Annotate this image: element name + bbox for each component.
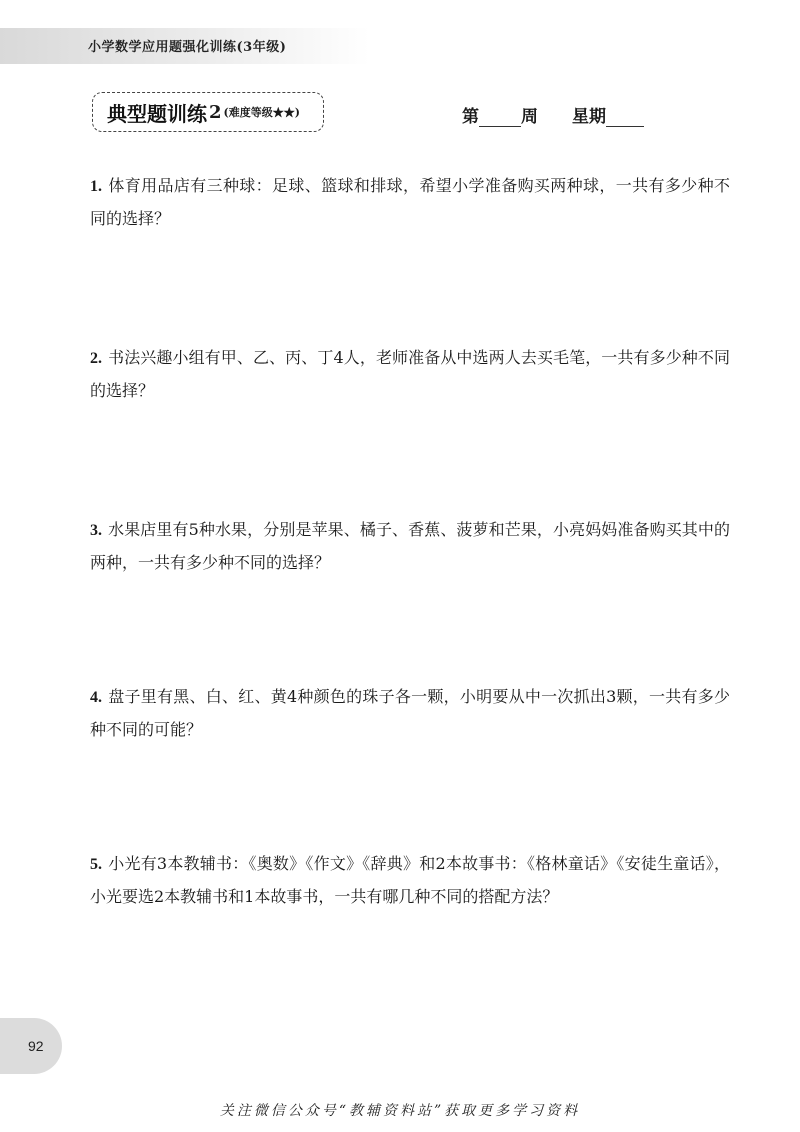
section-title: 典型题训练 xyxy=(107,101,207,126)
book-title: 小学数学应用题强化训练(3年级) xyxy=(88,40,287,55)
section-number: 2 xyxy=(209,101,222,123)
question-number: 4. xyxy=(90,689,102,706)
question-number: 5. xyxy=(90,856,102,873)
question-number: 3. xyxy=(90,522,102,539)
page-number: 92 xyxy=(28,1038,44,1054)
footer-note: 关注微信公众号“教辅资料站”获取更多学习资料 xyxy=(219,1103,581,1119)
question-5 xyxy=(90,848,730,913)
week-day-line xyxy=(462,102,644,127)
question-text: 水果店里有5种水果，分别是苹果、橘子、香蕉、菠萝和芒果，小亮妈妈准备购买其中的两种，一共有多少种不同的选择？ xyxy=(90,520,730,572)
question-text: 小光有3本教辅书：《奥数》《作文》《辞典》和2本故事书：《格林童话》《安徒生童话》，小光要选2本教辅书和1本故事书，一共有哪几种不同的搭配方法？ xyxy=(90,854,730,906)
question-text: 体育用品店有三种球：足球、篮球和排球，希望小学准备购买两种球，一共有多少种不同的选择？ xyxy=(90,176,730,228)
section-title-box xyxy=(92,92,324,132)
week-blank[interactable] xyxy=(479,108,521,127)
question-text: 盘子里有黑、白、红、黄4种颜色的珠子各一颗，小明要从中一次抓出3颗，一共有多少种不同的可能？ xyxy=(90,687,730,739)
question-number: 2. xyxy=(90,350,102,367)
week-prefix: 第 xyxy=(462,107,479,127)
weekday-blank[interactable] xyxy=(606,108,644,127)
question-2 xyxy=(90,342,730,407)
question-1 xyxy=(90,170,730,235)
week-label: 周 xyxy=(521,107,538,127)
question-4 xyxy=(90,681,730,746)
weekday-label: 星期 xyxy=(572,107,606,127)
question-3 xyxy=(90,514,730,579)
question-text: 书法兴趣小组有甲、乙、丙、丁4人，老师准备从中选两人去买毛笔，一共有多少种不同的选择？ xyxy=(90,348,730,400)
difficulty-label: (难度等级★★) xyxy=(223,106,300,119)
question-number: 1. xyxy=(90,178,102,195)
